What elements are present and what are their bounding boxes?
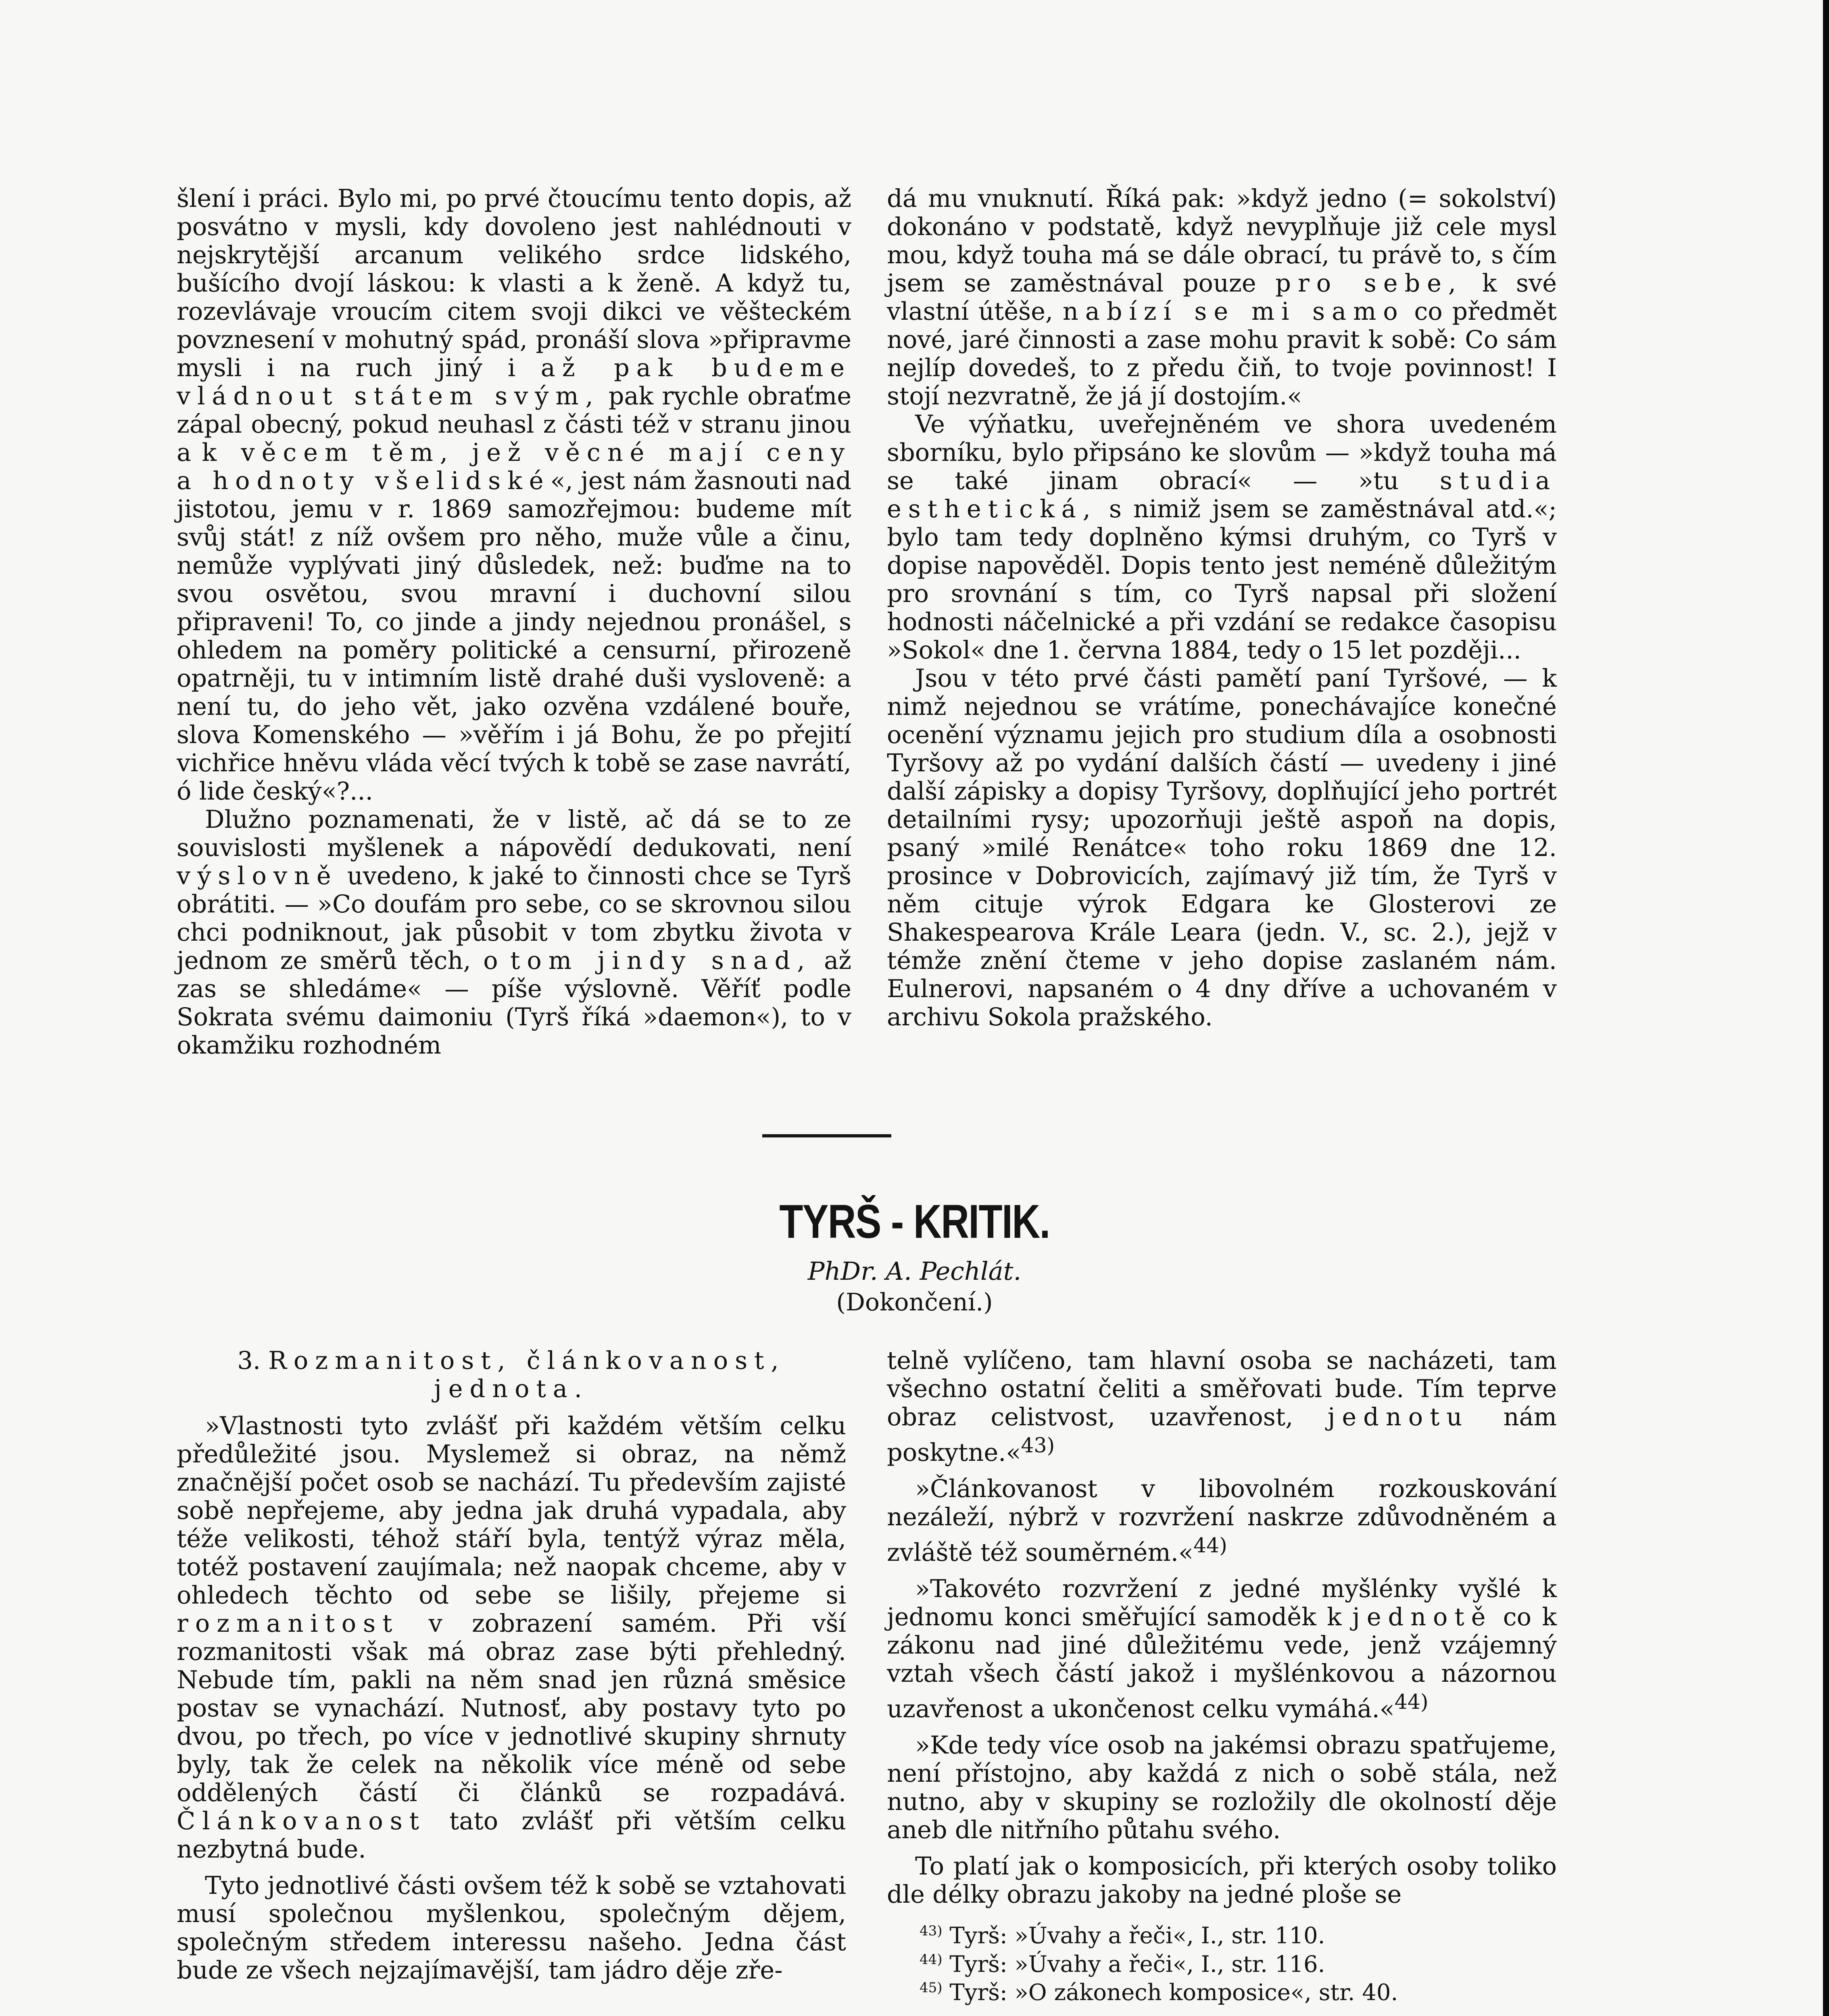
text-run: »Takovéto rozvržení z jedné myšlénky vyšlé k jednomu konci směřující samoděk k	[887, 1575, 1557, 1632]
footnote	[920, 1919, 1549, 1948]
text-run: až zas se shledáme« — píše výslovně. Věříť podle Sokrata svému daimoniu (Tyrš říká »daemon«), to v okamžiku rozhodném	[177, 947, 851, 1060]
spaced-text: jednotu	[1327, 1403, 1469, 1431]
article-subtitle: (Dokončení.)	[836, 1288, 993, 1316]
text-run: nám poskytne.«	[887, 1403, 1557, 1467]
spaced-text: nabízí se mi samo	[1062, 298, 1405, 326]
footnote-ref: 44)	[1193, 1533, 1227, 1558]
text-run: »Článkovanost v libovolném rozkouskování nezáleží, nýbrž v rozvržení naskrze zdůvodněném a zvláště též souměrném.«	[887, 1475, 1557, 1567]
text-run: «, jest nám žasnouti nad jistotou, jemu v r. 1869 samozřejmou: budeme mít svůj stát! z níž ovšem pro něho, muže vůle a činu, nemůže vyplývati jiný důsledek, než: buďme na to svou osvětou, svou mravní i duchovní silou připraveni! To, co jinde a jindy nejednou pronášel, s ohledem na poměry politické a censurní, přirozeně opatrněji, tu v intimním listě drahé duši vysloveně: a není tu, do jeho vět, jako ozvěna vzdálené bouře, slova Komenského — »věřím i já Bohu, že po přejití vichřice hněvu vláda věcí tvých k tobě se zase navrátí, ó lide český«?...	[177, 467, 851, 806]
text-run: Dlužno poznamenati, že v listě, ač dá se to ze souvislosti myšlenek a nápovědí dedukovati, není	[177, 806, 851, 862]
text-run: co k zákonu nad jiné důležitému vede, jenž vzájemný vztah všech částí jakož i myšlénkovou a názornou uzavřenost a ukončenost celku vymáhá.«	[887, 1603, 1557, 1724]
text-run: s nimiž jsem se zaměstnával atd.«; bylo tam tedy doplněno kýmsi druhým, co Tyrš v dopise napověděl. Dopis tento jest neméně důležitým pro srovnání s tím, co Tyrš napsal při složení hodnosti náčelnické a při vzdání se redakce časopisu »Sokol« dne 1. června 1884, tedy o 15 let později...	[887, 495, 1557, 664]
text-run: Ve výňatku, uveřejněném ve shora uvedeném sborníku, bylo připsáno ke slovům — »když touha má se také jinam obrací« — »tu	[887, 410, 1557, 495]
text-run: »Vlastnosti tyto zvlášť při každém větším celku předůležité jsou. Myslemež si obraz, na němž značnější počet osob se nachází. Tu především zajisté sobě nepřejeme, aby jedna jak druhá vypadala, aby téže velikosti, téhož stáří byla, tentýž výraz měla, totéž postavení zaujímala; než naopak chceme, aby v ohledech těchto od sebe se lišily, přejeme si	[177, 1412, 846, 1610]
scan-edge-right	[1823, 0, 1829, 2016]
spaced-text: až pak budeme vládnout státem svým,	[177, 354, 852, 410]
paragraph: Tyto jednotlivé části ovšem též k sobě se vztahovati musí společnou myšlenkou, společným dějem, společným středem interessu našeho. Jedna část bude ze všech nejzajímavější, tam jádro děje zře-	[177, 1872, 846, 1985]
text-run: v zobrazení samém. Při vší rozmanitosti však má obraz zase býti přehledný. Nebude tím, pakli na něm snad jen různá směsice postav se vynachází. Nutnosť, aby postavy tyto po dvou, po třech, po více v jednotlivé skupiny shrnuty byly, tak že celek na několik více méně od sebe oddělených částí či článků se rozpadává.	[177, 1610, 846, 1807]
text-run: šlení i práci. Bylo mi, po prvé čtoucímu tento dopis, až posvátno v mysli, kdy dovoleno jest nahlédnouti v nejskrytější arcanum velikého srdce lidského, bušícího dvojí láskou: k vlasti a k ženě. A když tu, rozevlávaje vroucím citem svoji dikci ve věšteckém povznesení v mohutný spád, pronáší slova »připravme mysli i na ruch jiný i	[177, 185, 851, 382]
paragraph: To platí jak o komposicích, při kterých osoby toliko dle délky obrazu jakoby na jedné ploše se	[887, 1852, 1557, 1909]
section-title: Rozmanitost, článkovanost, jednota.	[268, 1347, 786, 1403]
footnote-number: 44)	[920, 1951, 943, 1968]
bottom-left-column	[177, 1347, 846, 1985]
footnote-text: Tyrš: »Úvahy a řeči«, I., str. 110.	[949, 1922, 1325, 1949]
text-run: uvedeno, k jaké to činnosti chce se Tyrš obrátiti. — »Co doufám pro sebe, co se skrovnou silou chci podniknout, jak působit v tom zbytku života v jednom ze směrů těch, o	[177, 862, 851, 975]
footnotes	[920, 1919, 1549, 2005]
spaced-text: k věcem těm, jež věcné mají ceny a hodnoty všelidské	[177, 439, 851, 495]
footnote-text: Tyrš: »Úvahy a řeči«, I., str. 116.	[949, 1951, 1325, 1978]
section-number: 3.	[237, 1347, 261, 1375]
article-title: TYRŠ - KRITIK.	[779, 1195, 1050, 1248]
paragraph: »Kde tedy více osob na jakémsi obrazu spatřujeme, není přístojno, aby každá z nich o sobě stála, než nutno, aby v skupiny se rozložily dle okolností děje aneb dle nitřního půtahu svého.	[887, 1731, 1557, 1845]
paragraph: Jsou v této prvé části pamětí paní Tyršové, — k nimž nejednou se vrátíme, ponechávajíce konečné ocenění významu jejich pro studium díla a osobnosti Tyršovy až po vydání dalších částí — uvedeny i jiné další zápisky a dopisy Tyršovy, doplňující jeho portrét detailními rysy; upozorňuji ještě aspoň na dopis, psaný »milé Renátce« toho roku 1869 dne 12. prosince v Dobrovicích, zajímavý již tím, že Tyrš v něm cituje výrok Edgara ke Glosterovi ze Shakespearova Krále Leara (jedn. V., sc. 2.), jejž v témže znění čteme v jeho dopise zaslaném nám. Eulnerovi, napsaném o 4 dny dříve a uchovaném v archivu Sokola pražského.	[887, 664, 1557, 1031]
footnote-number: 43)	[920, 1923, 943, 1939]
spaced-text: výslovně	[177, 862, 338, 890]
spaced-text: pro sebe,	[1275, 269, 1463, 298]
footnote-ref: 44)	[1394, 1690, 1429, 1714]
spaced-text: Článkovanost	[177, 1807, 426, 1835]
top-right-column	[887, 185, 1557, 1031]
text-run: dá mu vnuknutí. Říká pak: »když jedno (= sokolství) dokonáno v podstatě, když nevyplňuje již cele mysl mou, když touha má se dále obrací, tu právě to, s čím jsem se zaměstnával pouze	[887, 185, 1557, 298]
footnote-number: 45)	[920, 1980, 943, 1996]
spaced-text: rozmanitost	[177, 1610, 399, 1638]
section-heading	[177, 1347, 846, 1403]
text-run: pak rychle obraťme zápal obecný, pokud neuhasl z části též v stranu jinou a	[177, 382, 851, 467]
footnote	[920, 1976, 1549, 2005]
article-author: PhDr. A. Pechlát.	[807, 1256, 1022, 1286]
bottom-right-column	[887, 1347, 1557, 1909]
footnote-ref: 43)	[1021, 1433, 1055, 1457]
footnote	[920, 1948, 1549, 1976]
section-divider	[762, 1134, 891, 1137]
footnote-text: Tyrš: »O zákonech komposice«, str. 40.	[949, 1979, 1398, 2006]
text-run: telně vylíčeno, tam hlavní osoba se nacházeti, tam všechno ostatní čeliti a směřovati bude. Tím teprve obraz celistvost, uzavřenost,	[887, 1347, 1557, 1431]
text-run: co předmět nové, jaré činnosti a zase mohu pravit k sobě: Co sám nejlíp dovedeš, to z předu čiň, to tvoje povinnost! I stojí nezvratně, že já jí dostojím.«	[887, 298, 1557, 410]
top-left-column	[177, 185, 851, 1060]
spaced-text: tom jindy snad,	[510, 947, 812, 975]
text-run: tato zvlášť při větším celku nezbytná bude.	[177, 1807, 846, 1864]
text-run: k své vlastní útěše,	[887, 269, 1557, 326]
spaced-text: studia esthetická,	[887, 467, 1557, 523]
spaced-text: jednotě	[1352, 1603, 1493, 1632]
